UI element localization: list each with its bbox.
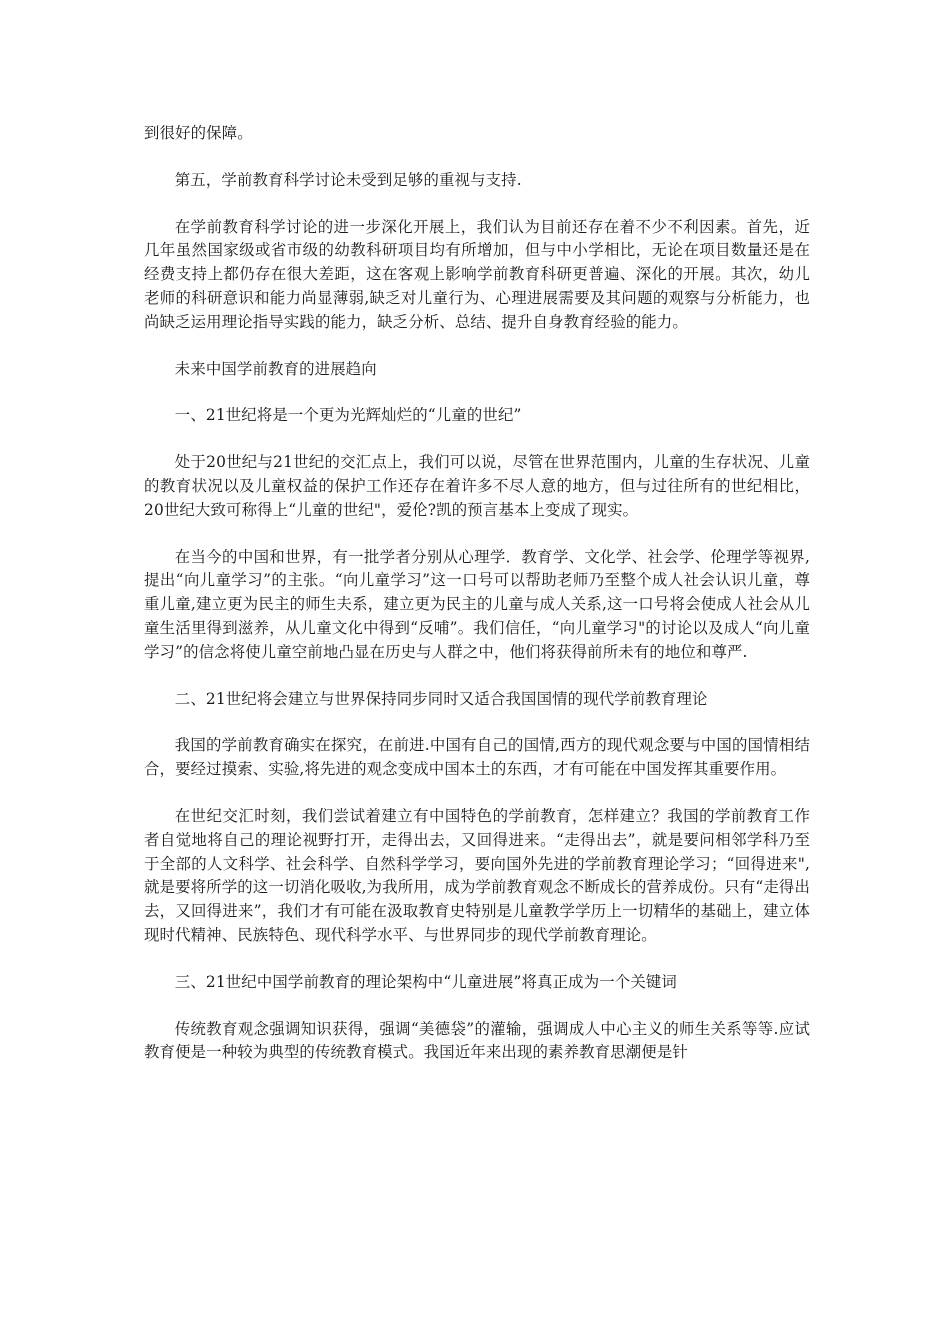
subheading-three: 三、21世纪中国学前教育的理论架构中“儿童进展”将真正成为一个关键词 <box>174 972 677 991</box>
paragraph-theory-building: 在世纪交汇时刻，我们尝试着建立有中国特色的学前教育，怎样建立？我国的学前教育工作者自觉地将自己的理论视野打开，走得出去，又回得进来。“走得出去”，就是要问相邻学科乃至于全部的人文科学、社会科学、自然科学学习，要向国外先进的学前教育理论学习；“回得进来",就是要将所学的这一切消化吸收,为我所用，成为学前教育观念不断成长的营养成份。只有“走得出去，又回得进来”，我们才有可能在汲取教育史特别是儿童教学学历上一切精华的基础上，建立体现时代精神、民族特色、现代科学水平、与世界同步的现代学前教育理论。 <box>144 806 810 944</box>
subheading-one: 一、21世纪将是一个更为光辉灿烂的“儿童的世纪” <box>174 406 522 425</box>
subheading-two: 二、21世纪将会建立与世界保持同步同时又适合我国国情的现代学前教育理论 <box>174 689 708 708</box>
section-heading-future-trends: 未来中国学前教育的进展趋向 <box>174 359 377 378</box>
paragraph-traditional-education: 传统教育观念强调知识获得，强调“美德袋”的灌输，强调成人中心主义的师生关系等等.应试教育便是一种较为典型的传统教育模式。我国近年来出现的素养教育思潮便是针 <box>144 1019 810 1062</box>
paragraph-century-of-children: 处于20世纪与21世纪的交汇点上，我们可以说，尽管在世界范围内，儿童的生存状况、儿童的教育状况以及儿童权益的保护工作还存在着许多不尽人意的地方，但与过往所有的世纪相比，20世纪大致可称得上“儿童的世纪"，爱伦?凯的预言基本上变成了现实。 <box>144 453 810 519</box>
document-page <box>144 122 810 1088</box>
paragraph-continuation: 到很好的保障。 <box>144 124 253 142</box>
paragraph-exploration: 我国的学前教育确实在探究，在前进.中国有自己的国情,西方的现代观念要与中国的国情相结合，要经过摸索、实验,将先进的观念变成中国本土的东西，才有可能在中国发挥其重要作用。 <box>144 736 810 779</box>
paragraph-learn-from-children: 在当今的中国和世界，有一批学者分别从心理学．教育学、文化学、社会学、伦理学等视界,提出“向儿童学习”的主张。“向儿童学习”这一口号可以帮助老师乃至整个成人社会认识儿童，尊重儿童,建立更为民主的师生夫系，建立更为民主的儿童与成人关系,这一口号将会使成人社会从儿童生活里得到滋养，从儿童文化中得到“反哺”。我们信任，“向儿童学习"的讨论以及成人“向儿童学习”的信念将使儿童空前地凸显在历史与人群之中，他们将获得前所未有的地位和尊严. <box>144 547 810 661</box>
paragraph-point-five: 第五，学前教育科学讨论未受到足够的重视与支持. <box>174 170 522 189</box>
paragraph-research-obstacles: 在学前教育科学讨论的进一步深化开展上，我们认为目前还存在着不少不利因素。首先，近几年虽然国家级或省市级的幼教科研项目均有所增加，但与中小学相比，无论在项目数量还是在经费支持上都仍存在很大差距，这在客观上影响学前教育科研更普遍、深化的开展。其次，幼儿老师的科研意识和能力尚显薄弱,缺乏对儿童行为、心理进展需要及其问题的观察与分析能力，也尚缺乏运用理论指导实践的能力，缺乏分析、总结、提升自身教育经验的能力。 <box>144 217 810 331</box>
